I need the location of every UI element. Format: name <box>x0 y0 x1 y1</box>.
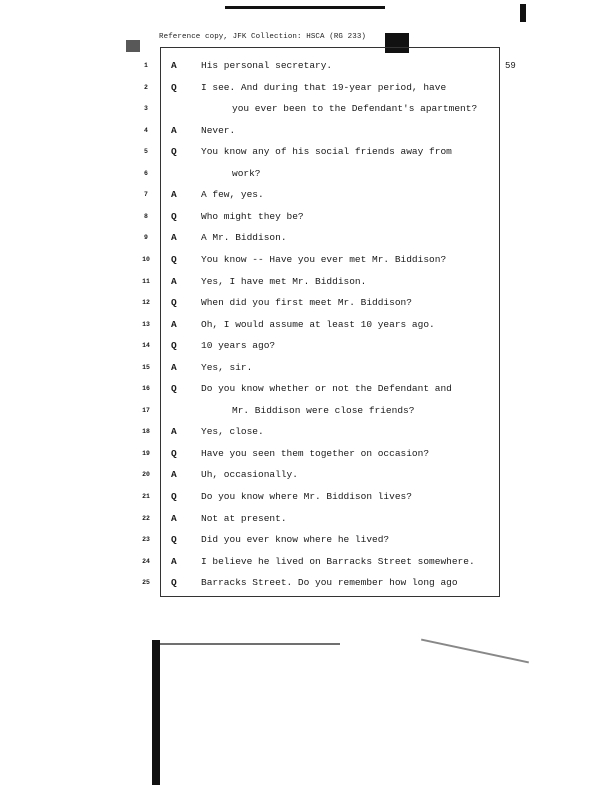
transcript-line <box>0 362 612 376</box>
scan-smudge-bottom <box>160 643 340 645</box>
line-number: 19 <box>142 449 150 457</box>
line-text: work? <box>232 167 261 179</box>
line-text: Barracks Street. Do you remember how long ago <box>201 577 458 589</box>
line-number: 9 <box>144 234 148 242</box>
line-text: A Mr. Biddison. <box>201 232 287 244</box>
transcript-line <box>0 577 612 591</box>
speaker-label: Q <box>171 81 177 93</box>
transcript-line <box>0 340 612 354</box>
line-text: Yes, sir. <box>201 361 253 373</box>
speaker-label: A <box>171 361 177 373</box>
line-number: 24 <box>142 557 150 565</box>
transcript-line <box>0 146 612 160</box>
transcript-line <box>0 534 612 548</box>
line-text: His personal secretary. <box>201 60 333 71</box>
transcript-line <box>0 211 612 225</box>
line-text: Oh, I would assume at least 10 years ago. <box>201 318 435 330</box>
line-number: 3 <box>144 105 148 113</box>
speaker-label: A <box>171 318 177 330</box>
transcript-line <box>0 383 612 397</box>
line-number: 14 <box>142 342 150 350</box>
line-text: Yes, close. <box>201 426 264 438</box>
line-text: Not at present. <box>201 512 287 524</box>
line-number: 2 <box>144 83 148 91</box>
transcript-line <box>0 405 612 419</box>
line-number: 12 <box>142 299 150 307</box>
line-number: 10 <box>142 255 150 263</box>
line-text: When did you first meet Mr. Biddison? <box>201 297 412 309</box>
line-number: 7 <box>144 191 148 199</box>
line-number: 18 <box>142 428 150 436</box>
line-number: 8 <box>144 212 148 220</box>
transcript-line <box>0 254 612 268</box>
speaker-label: A <box>171 469 177 481</box>
speaker-label: Q <box>171 210 177 222</box>
speaker-label: Q <box>171 577 177 589</box>
line-text: A few, yes. <box>201 189 264 201</box>
speaker-label: Q <box>171 253 177 265</box>
line-number: 16 <box>142 385 150 393</box>
line-number: 21 <box>142 493 150 500</box>
transcript-line <box>0 125 612 139</box>
line-text: You know -- Have you ever met Mr. Biddison? <box>201 253 447 265</box>
speaker-label: Q <box>171 340 177 352</box>
line-number: 25 <box>142 579 150 587</box>
line-text: Do you know where Mr. Biddison lives? <box>201 491 412 502</box>
line-text: Who might they be? <box>201 210 304 222</box>
speaker-label: A <box>171 189 177 201</box>
transcript-line <box>0 297 612 311</box>
line-number: 15 <box>142 363 150 371</box>
speaker-label: A <box>171 426 177 438</box>
speaker-label: A <box>171 512 177 524</box>
transcript-line <box>0 448 612 462</box>
line-text: I believe he lived on Barracks Street somewhere. <box>201 555 475 567</box>
header-note: Reference copy, JFK Collection: HSCA (RG 233) <box>159 33 367 41</box>
speaker-label: Q <box>171 491 177 502</box>
speaker-label: A <box>171 232 177 244</box>
transcript-line <box>0 513 612 527</box>
line-text: You know any of his social friends away from <box>201 146 452 158</box>
speaker-label: A <box>171 60 177 71</box>
line-text: Mr. Biddison were close friends? <box>232 404 415 416</box>
transcript-line <box>0 189 612 203</box>
transcript-line <box>0 426 612 440</box>
line-text: Have you seen them together on occasion? <box>201 447 430 459</box>
transcript-line <box>0 276 612 290</box>
speaker-label: Q <box>171 146 177 158</box>
speaker-label: Q <box>171 297 177 309</box>
transcript-line <box>0 60 612 74</box>
line-text: you ever been to the Defendant's apartment? <box>232 103 478 115</box>
scan-smudge-bottom-left <box>152 640 160 785</box>
scan-smudge-top-right <box>520 4 526 22</box>
line-number: 5 <box>144 148 148 156</box>
line-text: Did you ever know where he lived? <box>201 534 390 546</box>
scan-smudge-bottom-right <box>421 639 529 664</box>
speaker-label: Q <box>171 383 177 395</box>
speaker-label: A <box>171 275 177 287</box>
line-number: 11 <box>142 277 150 285</box>
line-text: Yes, I have met Mr. Biddison. <box>201 275 367 287</box>
transcript-line <box>0 556 612 570</box>
transcript-line <box>0 168 612 182</box>
line-text: I see. And during that 19-year period, have <box>201 81 447 93</box>
line-number: 1 <box>144 62 148 69</box>
transcript-line <box>0 469 612 483</box>
scan-smudge-top <box>225 6 385 9</box>
line-text: Never. <box>201 124 236 136</box>
line-text: Uh, occasionally. <box>201 469 298 481</box>
speaker-label: A <box>171 555 177 567</box>
transcript-line <box>0 82 612 96</box>
line-number: 22 <box>142 514 150 522</box>
line-text: 10 years ago? <box>201 340 276 352</box>
line-text: Do you know whether or not the Defendant and <box>201 383 452 395</box>
scan-smudge-corner <box>126 40 140 52</box>
line-number: 6 <box>144 169 148 177</box>
transcript-line <box>0 103 612 117</box>
transcript-line <box>0 232 612 246</box>
speaker-label: Q <box>171 534 177 546</box>
line-number: 4 <box>144 126 148 134</box>
line-number: 23 <box>142 536 150 544</box>
speaker-label: A <box>171 124 177 136</box>
line-number: 17 <box>142 406 150 414</box>
transcript-line <box>0 319 612 333</box>
transcript-line <box>0 491 612 505</box>
line-number: 20 <box>142 471 150 479</box>
line-number: 13 <box>142 320 150 328</box>
speaker-label: Q <box>171 447 177 459</box>
page-number: 59 <box>505 61 516 71</box>
